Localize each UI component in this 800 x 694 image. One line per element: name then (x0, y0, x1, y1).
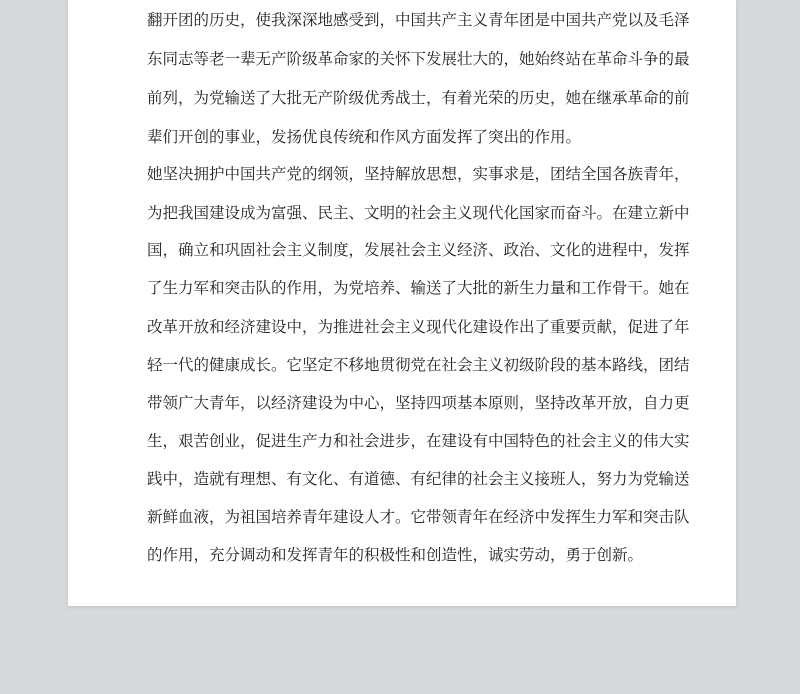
text-line: 带领广大青年，以经济建设为中心，坚持四项基本原则，坚持改革开放，自力更 (147, 394, 690, 412)
text-line: 新鲜血液，为祖国培养青年建设人才。它带领青年在经济中发挥生力军和突击队 (147, 508, 690, 526)
text-line: 践中，造就有理想、有文化、有道德、有纪律的社会主义接班人，努力为党输送 (147, 470, 690, 488)
text-line: 翻开团的历史，使我深深地感受到，中国共产主义青年团是中国共产党以及毛泽 (147, 11, 690, 29)
text-line: 为把我国建设成为富强、民主、文明的社会主义现代化国家而奋斗。在建立新中 (147, 204, 690, 222)
text-line: 辈们开创的事业，发扬优良传统和作风方面发挥了突出的作用。 (147, 128, 582, 146)
text-line: 国，确立和巩固社会主义制度，发展社会主义经济、政治、文化的进程中，发挥 (147, 241, 690, 259)
text-line: 她坚决拥护中国共产党的纲领，坚持解放思想，实事求是，团结全国各族青年， (147, 165, 690, 183)
text-line: 改革开放和经济建设中，为推进社会主义现代化建设作出了重要贡献，促进了年 (147, 318, 690, 336)
text-line: 了生力军和突击队的作用，为党培养、输送了大批的新生力量和工作骨干。她在 (147, 279, 690, 297)
text-line: 轻一代的健康成长。它坚定不移地贯彻党在社会主义初级阶段的基本路线，团结 (147, 356, 690, 374)
text-line: 生，艰苦创业，促进生产力和社会进步，在建设有中国特色的社会主义的伟大实 (147, 432, 690, 450)
text-line: 东同志等老一辈无产阶级革命家的关怀下发展壮大的，她始终站在革命斗争的最 (147, 50, 690, 68)
text-line: 的作用，充分调动和发挥青年的积极性和创造性，诚实劳动，勇于创新。 (147, 546, 644, 564)
text-line: 前列，为党输送了大批无产阶级优秀战士，有着光荣的历史，她在继承革命的前 (147, 89, 690, 107)
